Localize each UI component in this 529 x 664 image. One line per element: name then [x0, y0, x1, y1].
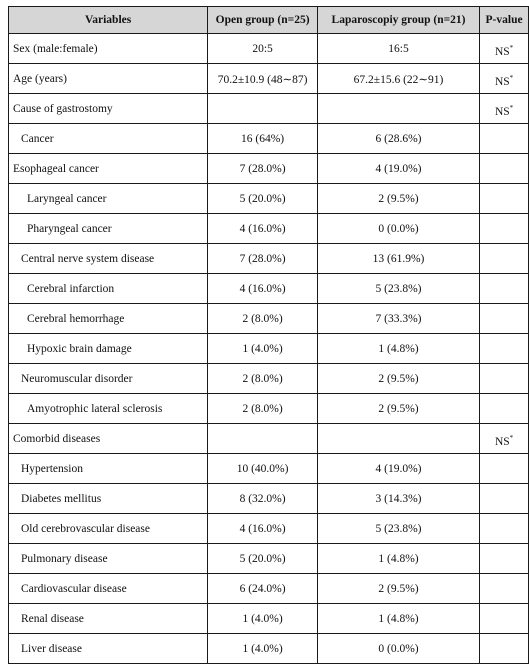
row-label: Hypertension [9, 454, 208, 484]
p-value-cell [480, 424, 529, 454]
table-row [9, 334, 529, 364]
p-value-text: NS [494, 75, 510, 88]
row-label: Neuromuscular disorder [9, 364, 208, 394]
table-header [9, 7, 529, 34]
open-group-value: 16 (64%) [208, 124, 318, 154]
row-label: Hypoxic brain damage [9, 334, 208, 364]
laparoscopy-group-value: 2 (9.5%) [317, 574, 479, 604]
table-row [9, 544, 529, 574]
laparoscopy-group-value: 4 (19.0%) [317, 154, 479, 184]
p-value-cell [480, 154, 529, 184]
p-value-cell [480, 184, 529, 214]
laparoscopy-group-value: 67.2±15.6 (22∼91) [317, 64, 479, 94]
p-value-text: NS [494, 45, 510, 58]
laparoscopy-group-value: 7 (33.3%) [317, 304, 479, 334]
table-row [9, 304, 529, 334]
row-label: Esophageal cancer [9, 154, 208, 184]
table-row [9, 154, 529, 184]
open-group-value: 10 (40.0%) [208, 454, 318, 484]
open-group-value: 8 (32.0%) [208, 484, 318, 514]
header-row [9, 7, 529, 34]
p-value-cell [480, 574, 529, 604]
laparoscopy-group-value: 0 (0.0%) [317, 214, 479, 244]
row-label: Diabetes mellitus [9, 484, 208, 514]
row-label: Pharyngeal cancer [9, 214, 208, 244]
laparoscopy-group-value [317, 94, 479, 124]
table-row [9, 424, 529, 454]
row-label: Sex (male:female) [9, 34, 208, 64]
open-group-value: 20:5 [208, 34, 318, 64]
table-row [9, 274, 529, 304]
open-group-value: 7 (28.0%) [208, 244, 318, 274]
open-group-value: 1 (4.0%) [208, 604, 318, 634]
p-value-footnote-mark: * [509, 103, 514, 112]
open-group-value: 6 (24.0%) [208, 574, 318, 604]
p-value-text: NS [494, 105, 510, 118]
table-row [9, 574, 529, 604]
laparoscopy-group-value: 2 (9.5%) [317, 364, 479, 394]
p-value-cell [480, 34, 529, 64]
p-value-cell [480, 604, 529, 634]
laparoscopy-group-value: 2 (9.5%) [317, 184, 479, 214]
p-value-cell [480, 64, 529, 94]
open-group-value: 4 (16.0%) [208, 214, 318, 244]
open-group-value: 5 (20.0%) [208, 544, 318, 574]
table-row [9, 364, 529, 394]
p-value-text: NS [494, 435, 510, 448]
comparison-table [8, 6, 529, 664]
table-row [9, 244, 529, 274]
table-row [9, 124, 529, 154]
open-group-value: 2 (8.0%) [208, 364, 318, 394]
row-label: Old cerebrovascular disease [9, 514, 208, 544]
open-group-value: 70.2±10.9 (48∼87) [208, 64, 318, 94]
laparoscopy-group-value: 1 (4.8%) [317, 604, 479, 634]
laparoscopy-group-value: 3 (14.3%) [317, 484, 479, 514]
table-row [9, 64, 529, 94]
table-row [9, 94, 529, 124]
header-p-value: P-value [480, 7, 529, 34]
open-group-value [208, 94, 318, 124]
p-value-footnote-mark: * [509, 43, 514, 52]
row-label: Cardiovascular disease [9, 574, 208, 604]
header-laparoscopy-group: Laparoscopiy group (n=21) [317, 7, 479, 34]
p-value-cell [480, 544, 529, 574]
row-label: Central nerve system disease [9, 244, 208, 274]
table-row [9, 214, 529, 244]
p-value-cell [480, 514, 529, 544]
laparoscopy-group-value: 0 (0.0%) [317, 634, 479, 664]
table-row [9, 484, 529, 514]
header-variables: Variables [9, 7, 208, 34]
laparoscopy-group-value: 5 (23.8%) [317, 514, 479, 544]
p-value-cell [480, 484, 529, 514]
laparoscopy-group-value [317, 424, 479, 454]
open-group-value: 4 (16.0%) [208, 514, 318, 544]
open-group-value: 2 (8.0%) [208, 304, 318, 334]
p-value-cell [480, 304, 529, 334]
p-value-cell [480, 124, 529, 154]
table-row [9, 184, 529, 214]
row-label: Comorbid diseases [9, 424, 208, 454]
laparoscopy-group-value: 16:5 [317, 34, 479, 64]
p-value-cell [480, 364, 529, 394]
row-label: Cause of gastrostomy [9, 94, 208, 124]
p-value-cell [480, 394, 529, 424]
p-value-cell [480, 334, 529, 364]
open-group-value [208, 424, 318, 454]
p-value-cell [480, 274, 529, 304]
row-label: Cerebral infarction [9, 274, 208, 304]
p-value-footnote-mark: * [509, 73, 514, 82]
row-label: Cerebral hemorrhage [9, 304, 208, 334]
p-value-cell [480, 214, 529, 244]
table-row [9, 604, 529, 634]
p-value-cell [480, 634, 529, 664]
laparoscopy-group-value: 1 (4.8%) [317, 544, 479, 574]
laparoscopy-group-value: 5 (23.8%) [317, 274, 479, 304]
row-label: Pulmonary disease [9, 544, 208, 574]
table-row [9, 34, 529, 64]
open-group-value: 4 (16.0%) [208, 274, 318, 304]
table-row [9, 394, 529, 424]
row-label: Renal disease [9, 604, 208, 634]
laparoscopy-group-value: 4 (19.0%) [317, 454, 479, 484]
row-label: Amyotrophic lateral sclerosis [9, 394, 208, 424]
row-label: Age (years) [9, 64, 208, 94]
table-row [9, 454, 529, 484]
table-row [9, 634, 529, 664]
laparoscopy-group-value: 1 (4.8%) [317, 334, 479, 364]
open-group-value: 1 (4.0%) [208, 334, 318, 364]
row-label: Laryngeal cancer [9, 184, 208, 214]
p-value-cell [480, 454, 529, 484]
laparoscopy-group-value: 13 (61.9%) [317, 244, 479, 274]
laparoscopy-group-value: 6 (28.6%) [317, 124, 479, 154]
row-label: Liver disease [9, 634, 208, 664]
laparoscopy-group-value: 2 (9.5%) [317, 394, 479, 424]
open-group-value: 5 (20.0%) [208, 184, 318, 214]
open-group-value: 1 (4.0%) [208, 634, 318, 664]
table-body [9, 34, 529, 664]
open-group-value: 2 (8.0%) [208, 394, 318, 424]
p-value-cell [480, 244, 529, 274]
p-value-footnote-mark: * [509, 433, 514, 442]
p-value-cell [480, 94, 529, 124]
row-label: Cancer [9, 124, 208, 154]
open-group-value: 7 (28.0%) [208, 154, 318, 184]
table-row [9, 514, 529, 544]
header-open-group: Open group (n=25) [208, 7, 318, 34]
